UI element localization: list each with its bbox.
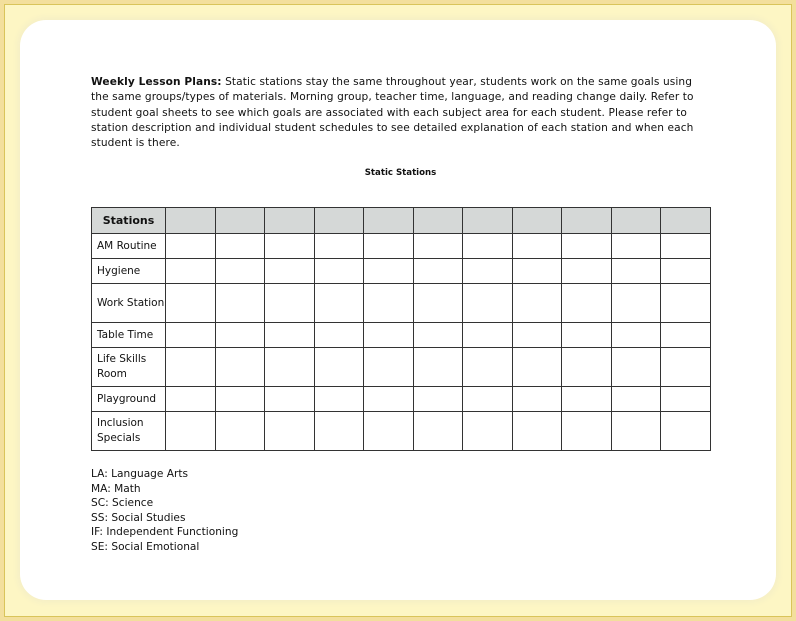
- table-cell[interactable]: [265, 234, 315, 259]
- table-cell[interactable]: [463, 234, 513, 259]
- table-cell[interactable]: [413, 348, 463, 387]
- table-cell[interactable]: [364, 323, 414, 348]
- table-cell[interactable]: [562, 284, 612, 323]
- table-cell[interactable]: [512, 387, 562, 412]
- table-cell[interactable]: [215, 348, 265, 387]
- table-cell[interactable]: [215, 284, 265, 323]
- table-cell[interactable]: [463, 323, 513, 348]
- table-cell[interactable]: [215, 259, 265, 284]
- table-cell[interactable]: [512, 412, 562, 451]
- table-cell[interactable]: [314, 323, 364, 348]
- table-cell[interactable]: [215, 234, 265, 259]
- table-cell[interactable]: [265, 412, 315, 451]
- table-cell[interactable]: [661, 323, 711, 348]
- table-cell[interactable]: [166, 234, 216, 259]
- table-cell[interactable]: [611, 412, 661, 451]
- table-cell[interactable]: [463, 387, 513, 412]
- header-cell: [265, 208, 315, 234]
- legend-item: SE: Social Emotional: [91, 540, 200, 553]
- header-cell: [364, 208, 414, 234]
- table-cell[interactable]: [413, 412, 463, 451]
- station-label: Playground: [92, 387, 166, 412]
- table-cell[interactable]: [265, 259, 315, 284]
- header-cell: [611, 208, 661, 234]
- table-cell[interactable]: [661, 387, 711, 412]
- table-cell[interactable]: [166, 259, 216, 284]
- table-cell[interactable]: [265, 348, 315, 387]
- table-cell[interactable]: [512, 284, 562, 323]
- table-cell[interactable]: [661, 259, 711, 284]
- table-cell[interactable]: [562, 348, 612, 387]
- table-cell[interactable]: [562, 323, 612, 348]
- table-row: [92, 387, 711, 412]
- table-cell[interactable]: [611, 284, 661, 323]
- table-cell[interactable]: [413, 259, 463, 284]
- table-cell[interactable]: [562, 234, 612, 259]
- table-cell[interactable]: [265, 323, 315, 348]
- table-cell[interactable]: [463, 284, 513, 323]
- table-cell[interactable]: [611, 259, 661, 284]
- station-label: Work Station: [92, 284, 166, 323]
- table-cell[interactable]: [463, 412, 513, 451]
- table-cell[interactable]: [166, 387, 216, 412]
- table-row: [92, 259, 711, 284]
- table-cell[interactable]: [265, 284, 315, 323]
- table-cell[interactable]: [364, 387, 414, 412]
- table-cell[interactable]: [562, 412, 612, 451]
- legend-item: MA: Math: [91, 482, 141, 495]
- table-cell[interactable]: [661, 234, 711, 259]
- table-cell[interactable]: [661, 412, 711, 451]
- table-cell[interactable]: [413, 234, 463, 259]
- table-cell[interactable]: [611, 387, 661, 412]
- header-cell: [562, 208, 612, 234]
- table-cell[interactable]: [611, 323, 661, 348]
- table-cell[interactable]: [265, 387, 315, 412]
- header-cell: [166, 208, 216, 234]
- table-cell[interactable]: [215, 323, 265, 348]
- header-cell: [661, 208, 711, 234]
- table-cell[interactable]: [512, 234, 562, 259]
- table-cell[interactable]: [364, 348, 414, 387]
- table-cell[interactable]: [364, 412, 414, 451]
- table-cell[interactable]: [661, 348, 711, 387]
- table-cell[interactable]: [364, 284, 414, 323]
- intro-paragraph: [91, 75, 706, 151]
- table-cell[interactable]: [364, 259, 414, 284]
- table-cell[interactable]: [562, 259, 612, 284]
- table-header-row: [92, 208, 711, 234]
- legend-item: SC: Science: [91, 497, 154, 509]
- table-cell[interactable]: [512, 348, 562, 387]
- station-label: Life Skills Room: [92, 348, 166, 387]
- stations-header: Stations: [92, 208, 166, 234]
- header-cell: [215, 208, 265, 234]
- station-label: AM Routine: [92, 234, 166, 259]
- table-cell[interactable]: [661, 284, 711, 323]
- table-cell[interactable]: [314, 259, 364, 284]
- legend-item: LA: Language Arts: [91, 468, 189, 480]
- table-cell[interactable]: [413, 387, 463, 412]
- table-row: [92, 323, 711, 348]
- table-cell[interactable]: [611, 348, 661, 387]
- table-cell[interactable]: [314, 412, 364, 451]
- station-label: Hygiene: [92, 259, 166, 284]
- header-cell: [413, 208, 463, 234]
- legend-item: IF: Independent Functioning: [91, 526, 239, 538]
- table-cell[interactable]: [512, 323, 562, 348]
- table-cell[interactable]: [463, 259, 513, 284]
- table-cell[interactable]: [166, 412, 216, 451]
- legend-item: SS: Social Studies: [91, 511, 186, 524]
- stations-table: [91, 207, 711, 451]
- table-cell[interactable]: [611, 234, 661, 259]
- table-cell[interactable]: [215, 387, 265, 412]
- table-cell[interactable]: [314, 348, 364, 387]
- table-cell[interactable]: [413, 284, 463, 323]
- table-cell[interactable]: [314, 284, 364, 323]
- header-cell: [463, 208, 513, 234]
- intro-heading: Weekly Lesson Plans:: [91, 76, 222, 88]
- legend: [91, 467, 238, 554]
- table-cell[interactable]: [562, 387, 612, 412]
- table-title: Static Stations: [364, 168, 437, 178]
- intro-body: Static stations stay the same throughout year, students work on the same goals using the same groups/types of materials. Morning group, teacher time, language, and reading change daily. Refer to student goal sheets to see which goals are associated with each subject area for each student. Please refer to station description and individual student schedules to see detailed explanation of each station and when each student is there.: [91, 76, 694, 150]
- table-cell[interactable]: [413, 323, 463, 348]
- table-cell[interactable]: [512, 259, 562, 284]
- table-cell[interactable]: [314, 387, 364, 412]
- station-label: Table Time: [92, 323, 166, 348]
- table-cell[interactable]: [166, 348, 216, 387]
- table-cell[interactable]: [215, 412, 265, 451]
- header-cell: [512, 208, 562, 234]
- table-cell[interactable]: [166, 323, 216, 348]
- table-row: [92, 348, 711, 387]
- table-cell[interactable]: [463, 348, 513, 387]
- table-cell[interactable]: [166, 284, 216, 323]
- table-cell[interactable]: [314, 234, 364, 259]
- table-row: [92, 412, 711, 451]
- station-label: Inclusion Specials: [92, 412, 166, 451]
- table-row: [92, 284, 711, 323]
- table-cell[interactable]: [364, 234, 414, 259]
- header-cell: [314, 208, 364, 234]
- table-row: [92, 234, 711, 259]
